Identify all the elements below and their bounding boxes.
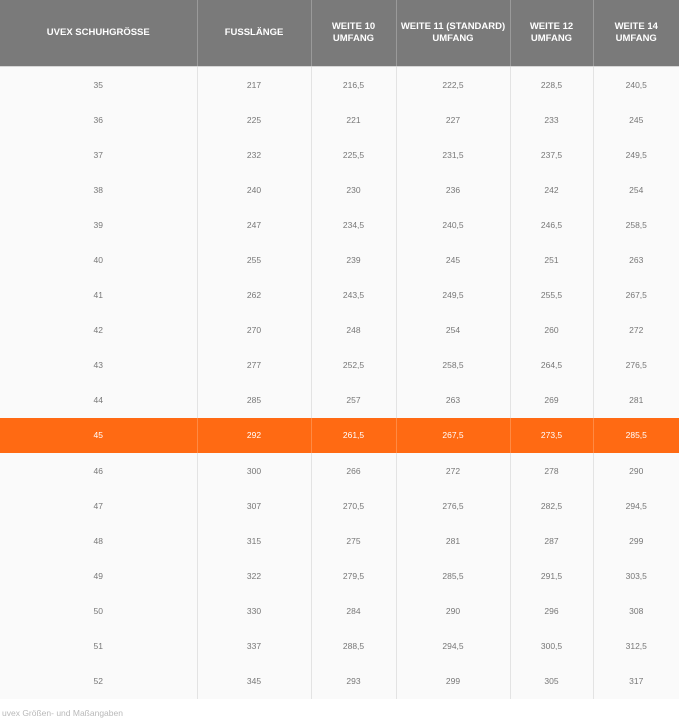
- width-11-cell: 263: [396, 383, 510, 418]
- table-row: [0, 383, 679, 418]
- width-11-cell: 272: [396, 453, 510, 488]
- foot-length-cell: 240: [197, 172, 311, 207]
- width-10-cell: 275: [311, 523, 396, 558]
- width-14-cell: 240,5: [593, 67, 679, 103]
- width-12-cell: 287: [510, 523, 593, 558]
- width-11-cell: 236: [396, 172, 510, 207]
- width-14-cell: 294,5: [593, 488, 679, 523]
- shoe-size-cell: 44: [0, 383, 197, 418]
- width-11-cell: 231,5: [396, 137, 510, 172]
- width-14-cell: 276,5: [593, 348, 679, 383]
- table-row: [0, 558, 679, 593]
- width-11-cell: 294,5: [396, 629, 510, 664]
- header-row: [0, 0, 679, 67]
- width-10-cell: 234,5: [311, 207, 396, 242]
- width-14-cell: 299: [593, 523, 679, 558]
- width-10-cell: 225,5: [311, 137, 396, 172]
- width-11-cell: 299: [396, 664, 510, 699]
- table-header: [0, 0, 679, 67]
- width-10-cell: 239: [311, 242, 396, 277]
- shoe-size-cell: 43: [0, 348, 197, 383]
- width-14-cell: 317: [593, 664, 679, 699]
- width-11-cell: 285,5: [396, 558, 510, 593]
- table-row: [0, 453, 679, 488]
- width-14-cell: 245: [593, 102, 679, 137]
- foot-length-cell: 277: [197, 348, 311, 383]
- foot-length-cell: 232: [197, 137, 311, 172]
- width-12-cell: 237,5: [510, 137, 593, 172]
- header-foot-length: FUSSLÄNGE: [197, 0, 311, 67]
- width-14-cell: 249,5: [593, 137, 679, 172]
- width-10-cell: 230: [311, 172, 396, 207]
- shoe-size-cell: 35: [0, 67, 197, 103]
- foot-length-cell: 225: [197, 102, 311, 137]
- shoe-size-cell: 48: [0, 523, 197, 558]
- table-row: [0, 593, 679, 628]
- shoe-size-cell: 39: [0, 207, 197, 242]
- table-row: [0, 172, 679, 207]
- width-12-cell: 228,5: [510, 67, 593, 103]
- table-row: [0, 278, 679, 313]
- width-10-cell: 243,5: [311, 278, 396, 313]
- width-10-cell: 221: [311, 102, 396, 137]
- foot-length-cell: 307: [197, 488, 311, 523]
- table-row: [0, 242, 679, 277]
- width-14-cell: 263: [593, 242, 679, 277]
- width-12-cell: 242: [510, 172, 593, 207]
- width-12-cell: 278: [510, 453, 593, 488]
- width-14-cell: 308: [593, 593, 679, 628]
- width-12-cell: 246,5: [510, 207, 593, 242]
- table-row: [0, 348, 679, 383]
- width-12-cell: 260: [510, 313, 593, 348]
- header-width-10: WEITE 10 UMFANG: [311, 0, 396, 67]
- shoe-size-cell: 47: [0, 488, 197, 523]
- shoe-size-cell: 41: [0, 278, 197, 313]
- foot-length-cell: 262: [197, 278, 311, 313]
- width-12-cell: 264,5: [510, 348, 593, 383]
- width-11-cell: 222,5: [396, 67, 510, 103]
- width-11-cell: 276,5: [396, 488, 510, 523]
- width-10-cell: 279,5: [311, 558, 396, 593]
- foot-length-cell: 322: [197, 558, 311, 593]
- foot-length-cell: 217: [197, 67, 311, 103]
- width-12-cell: 273,5: [510, 418, 593, 453]
- foot-length-cell: 285: [197, 383, 311, 418]
- shoe-size-cell: 52: [0, 664, 197, 699]
- shoe-size-cell: 42: [0, 313, 197, 348]
- width-14-cell: 290: [593, 453, 679, 488]
- shoe-size-cell: 45: [0, 418, 197, 453]
- table-row: [0, 137, 679, 172]
- foot-length-cell: 315: [197, 523, 311, 558]
- header-width-14: WEITE 14 UMFANG: [593, 0, 679, 67]
- width-11-cell: 249,5: [396, 278, 510, 313]
- width-10-cell: 261,5: [311, 418, 396, 453]
- width-11-cell: 290: [396, 593, 510, 628]
- width-11-cell: 240,5: [396, 207, 510, 242]
- shoe-size-cell: 38: [0, 172, 197, 207]
- table-row: [0, 523, 679, 558]
- table-row: [0, 207, 679, 242]
- width-14-cell: 258,5: [593, 207, 679, 242]
- header-width-11: WEITE 11 (STANDARD) UMFANG: [396, 0, 510, 67]
- shoe-size-cell: 51: [0, 629, 197, 664]
- table-row: [0, 488, 679, 523]
- width-10-cell: 293: [311, 664, 396, 699]
- table-row: [0, 313, 679, 348]
- width-14-cell: 272: [593, 313, 679, 348]
- width-12-cell: 296: [510, 593, 593, 628]
- width-14-cell: 281: [593, 383, 679, 418]
- shoe-size-cell: 36: [0, 102, 197, 137]
- foot-length-cell: 270: [197, 313, 311, 348]
- table-row: [0, 67, 679, 103]
- table-body: [0, 67, 679, 699]
- width-10-cell: 257: [311, 383, 396, 418]
- width-14-cell: 312,5: [593, 629, 679, 664]
- foot-length-cell: 292: [197, 418, 311, 453]
- shoe-size-cell: 46: [0, 453, 197, 488]
- header-width-12: WEITE 12 UMFANG: [510, 0, 593, 67]
- width-10-cell: 270,5: [311, 488, 396, 523]
- width-10-cell: 248: [311, 313, 396, 348]
- table-row-highlighted: [0, 418, 679, 453]
- width-14-cell: 254: [593, 172, 679, 207]
- table-row: [0, 629, 679, 664]
- header-shoe-size: UVEX SCHUHGRÖSSE: [0, 0, 197, 67]
- width-14-cell: 285,5: [593, 418, 679, 453]
- foot-length-cell: 337: [197, 629, 311, 664]
- width-12-cell: 233: [510, 102, 593, 137]
- width-11-cell: 267,5: [396, 418, 510, 453]
- table-row: [0, 664, 679, 699]
- shoe-size-cell: 49: [0, 558, 197, 593]
- width-11-cell: 258,5: [396, 348, 510, 383]
- width-11-cell: 227: [396, 102, 510, 137]
- table-caption: uvex Größen- und Maßangaben: [2, 707, 123, 718]
- width-12-cell: 300,5: [510, 629, 593, 664]
- width-10-cell: 288,5: [311, 629, 396, 664]
- table-row: [0, 102, 679, 137]
- width-11-cell: 281: [396, 523, 510, 558]
- shoe-size-cell: 50: [0, 593, 197, 628]
- width-12-cell: 269: [510, 383, 593, 418]
- width-12-cell: 291,5: [510, 558, 593, 593]
- width-10-cell: 216,5: [311, 67, 396, 103]
- foot-length-cell: 330: [197, 593, 311, 628]
- width-12-cell: 255,5: [510, 278, 593, 313]
- shoe-size-cell: 40: [0, 242, 197, 277]
- shoe-size-cell: 37: [0, 137, 197, 172]
- width-10-cell: 266: [311, 453, 396, 488]
- foot-length-cell: 247: [197, 207, 311, 242]
- foot-length-cell: 300: [197, 453, 311, 488]
- width-11-cell: 254: [396, 313, 510, 348]
- width-10-cell: 284: [311, 593, 396, 628]
- width-12-cell: 282,5: [510, 488, 593, 523]
- width-14-cell: 267,5: [593, 278, 679, 313]
- width-12-cell: 305: [510, 664, 593, 699]
- width-11-cell: 245: [396, 242, 510, 277]
- width-10-cell: 252,5: [311, 348, 396, 383]
- width-12-cell: 251: [510, 242, 593, 277]
- width-14-cell: 303,5: [593, 558, 679, 593]
- foot-length-cell: 255: [197, 242, 311, 277]
- foot-length-cell: 345: [197, 664, 311, 699]
